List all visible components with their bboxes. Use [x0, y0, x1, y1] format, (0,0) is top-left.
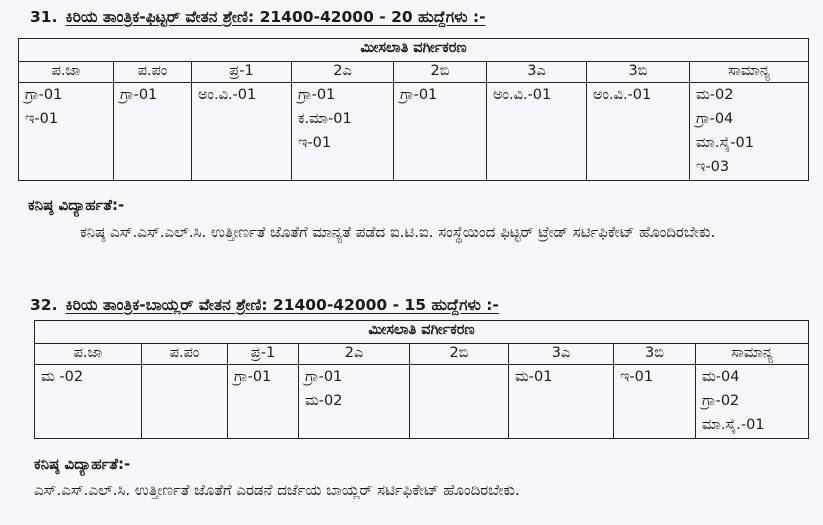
cell-value: ಗ್ರಾ-02 [702, 393, 740, 409]
cell-value: ಇ-01 [620, 369, 654, 385]
cell-value: ಗ್ರಾ-04 [696, 111, 734, 127]
table-cell [228, 365, 299, 439]
cell-value: ಅಂ.ವಿ.-01 [198, 87, 257, 103]
column-header: 2ಎ [292, 62, 394, 83]
column-header: 3ಎ [487, 62, 587, 83]
table-cell [292, 83, 394, 181]
column-header: ಸಾಮಾನ್ಯ [690, 62, 809, 83]
section-32-heading [30, 296, 499, 315]
column-header: ಪ.ಪಂ [114, 62, 192, 83]
qualification-text: ಎಸ್.ಎಸ್.ಎಲ್.ಸಿ. ಉತ್ತೀರ್ಣತೆ ಜೊತೆಗೆ ಎರಡನೆ ದರ್ಜೆಯ ಬಾಯ್ಲರ್ ಸರ್ಟಿಫಿಕೇಟ್ ಹೊಂದಿರಬೇಕು. [34, 481, 520, 499]
section-number: 32. [30, 296, 58, 314]
table-title: ಮೀಸಲಾತಿ ವರ್ಗೀಕರಣ [35, 321, 809, 344]
table-cell [35, 365, 142, 439]
cell-value: ಅಂ.ವಿ.-01 [493, 87, 552, 103]
table-header-row [19, 62, 809, 83]
table-cell [696, 365, 809, 439]
column-header: 3ಎ [509, 344, 614, 365]
cell-value: ಗ್ರಾ-01 [305, 369, 343, 385]
cell-value: ಅಂ.ವಿ.-01 [593, 87, 652, 103]
column-header: ಪ್ರ-1 [228, 344, 299, 365]
table-cell [19, 83, 114, 181]
cell-value: ಗ್ರಾ-01 [400, 87, 438, 103]
cell-value: ಗ್ರಾ-01 [234, 369, 272, 385]
table-cell [487, 83, 587, 181]
table-cell [394, 83, 487, 181]
cell-value: ಮ-02 [305, 393, 343, 409]
column-header: 3ಬಿ [614, 344, 696, 365]
table-cell [192, 83, 292, 181]
cell-value: ಮಾ.ಸೈ-01 [696, 135, 754, 151]
column-header: ಪ.ಜಾ [35, 344, 142, 365]
cell-value: ಗ್ರಾ-01 [25, 87, 63, 103]
section-title: ಕಿರಿಯ ತಾಂತ್ರಿಕ-ಬಾಯ್ಲರ್ ವೇತನ ಶ್ರೇಣಿ: 21400-42000 - 15 ಹುದ್ದೆಗಳು :- [65, 296, 499, 314]
cell-value: ಗ್ರಾ-01 [120, 87, 158, 103]
table-cell [299, 365, 410, 439]
table-cell [587, 83, 690, 181]
cell-value: ಇ-03 [696, 159, 730, 175]
table-cell [614, 365, 696, 439]
table-cell [509, 365, 614, 439]
section-number: 31. [30, 8, 58, 26]
column-header: ಪ.ಪಂ [142, 344, 228, 365]
qualification-label: ಕನಿಷ್ಠ ವಿದ್ಯಾರ್ಹತೆ:- [28, 196, 125, 214]
qualification-label: ಕನಿಷ್ಠ ವಿದ್ಯಾರ್ಹತೆ:- [34, 455, 131, 473]
column-header: 2ಬಿ [394, 62, 487, 83]
reservation-table-31 [18, 38, 809, 181]
table-row [35, 365, 809, 439]
qualification-text: ಕನಿಷ್ಠ ಎಸ್.ಎಸ್.ಎಲ್.ಸಿ. ಉತ್ತೀರ್ಣತೆ ಜೊತೆಗೆ ಮಾನ್ಯತೆ ಪಡೆದ ಐ.ಟಿ.ಐ. ಸಂಸ್ಥೆಯಿಂದ ಫಿಟ್ಟರ್ ಟ್ರೇಡ್ ಸರ್ಟಿಫಿಕೇಟ್ ಹೊಂದಿರಬೇಕು. [80, 223, 716, 241]
column-header: 2ಬಿ [410, 344, 509, 365]
table-header-row [35, 344, 809, 365]
table-cell [114, 83, 192, 181]
section-title: ಕಿರಿಯ ತಾಂತ್ರಿಕ-ಫಿಟ್ಟರ್ ವೇತನ ಶ್ರೇಣಿ: 21400-42000 - 20 ಹುದ್ದೆಗಳು :- [65, 8, 486, 26]
table-title: ಮೀಸಲಾತಿ ವರ್ಗೀಕರಣ [19, 39, 809, 62]
column-header: ಸಾಮಾನ್ಯ [696, 344, 809, 365]
column-header: 3ಬಿ [587, 62, 690, 83]
cell-value: ಇ-01 [25, 111, 59, 127]
table-cell [690, 83, 809, 181]
cell-value: ಮ-02 [696, 87, 734, 103]
reservation-table-32 [34, 320, 809, 439]
cell-value: ಮಾ.ಸೈ.-01 [702, 417, 765, 433]
column-header: 2ಎ [299, 344, 410, 365]
cell-value: ಗ್ರಾ-01 [298, 87, 336, 103]
cell-value: ಮ-01 [515, 369, 553, 385]
table-cell [142, 365, 228, 439]
table-row [19, 83, 809, 181]
column-header: ಪ.ಜಾ [19, 62, 114, 83]
column-header: ಪ್ರ-1 [192, 62, 292, 83]
section-31-heading [30, 8, 486, 27]
cell-value: ಇ-01 [298, 135, 332, 151]
cell-value: ಮ-04 [702, 369, 740, 385]
cell-value: ಕ.ಮಾ-01 [298, 111, 352, 127]
table-cell [410, 365, 509, 439]
cell-value: ಮ -02 [41, 369, 84, 385]
